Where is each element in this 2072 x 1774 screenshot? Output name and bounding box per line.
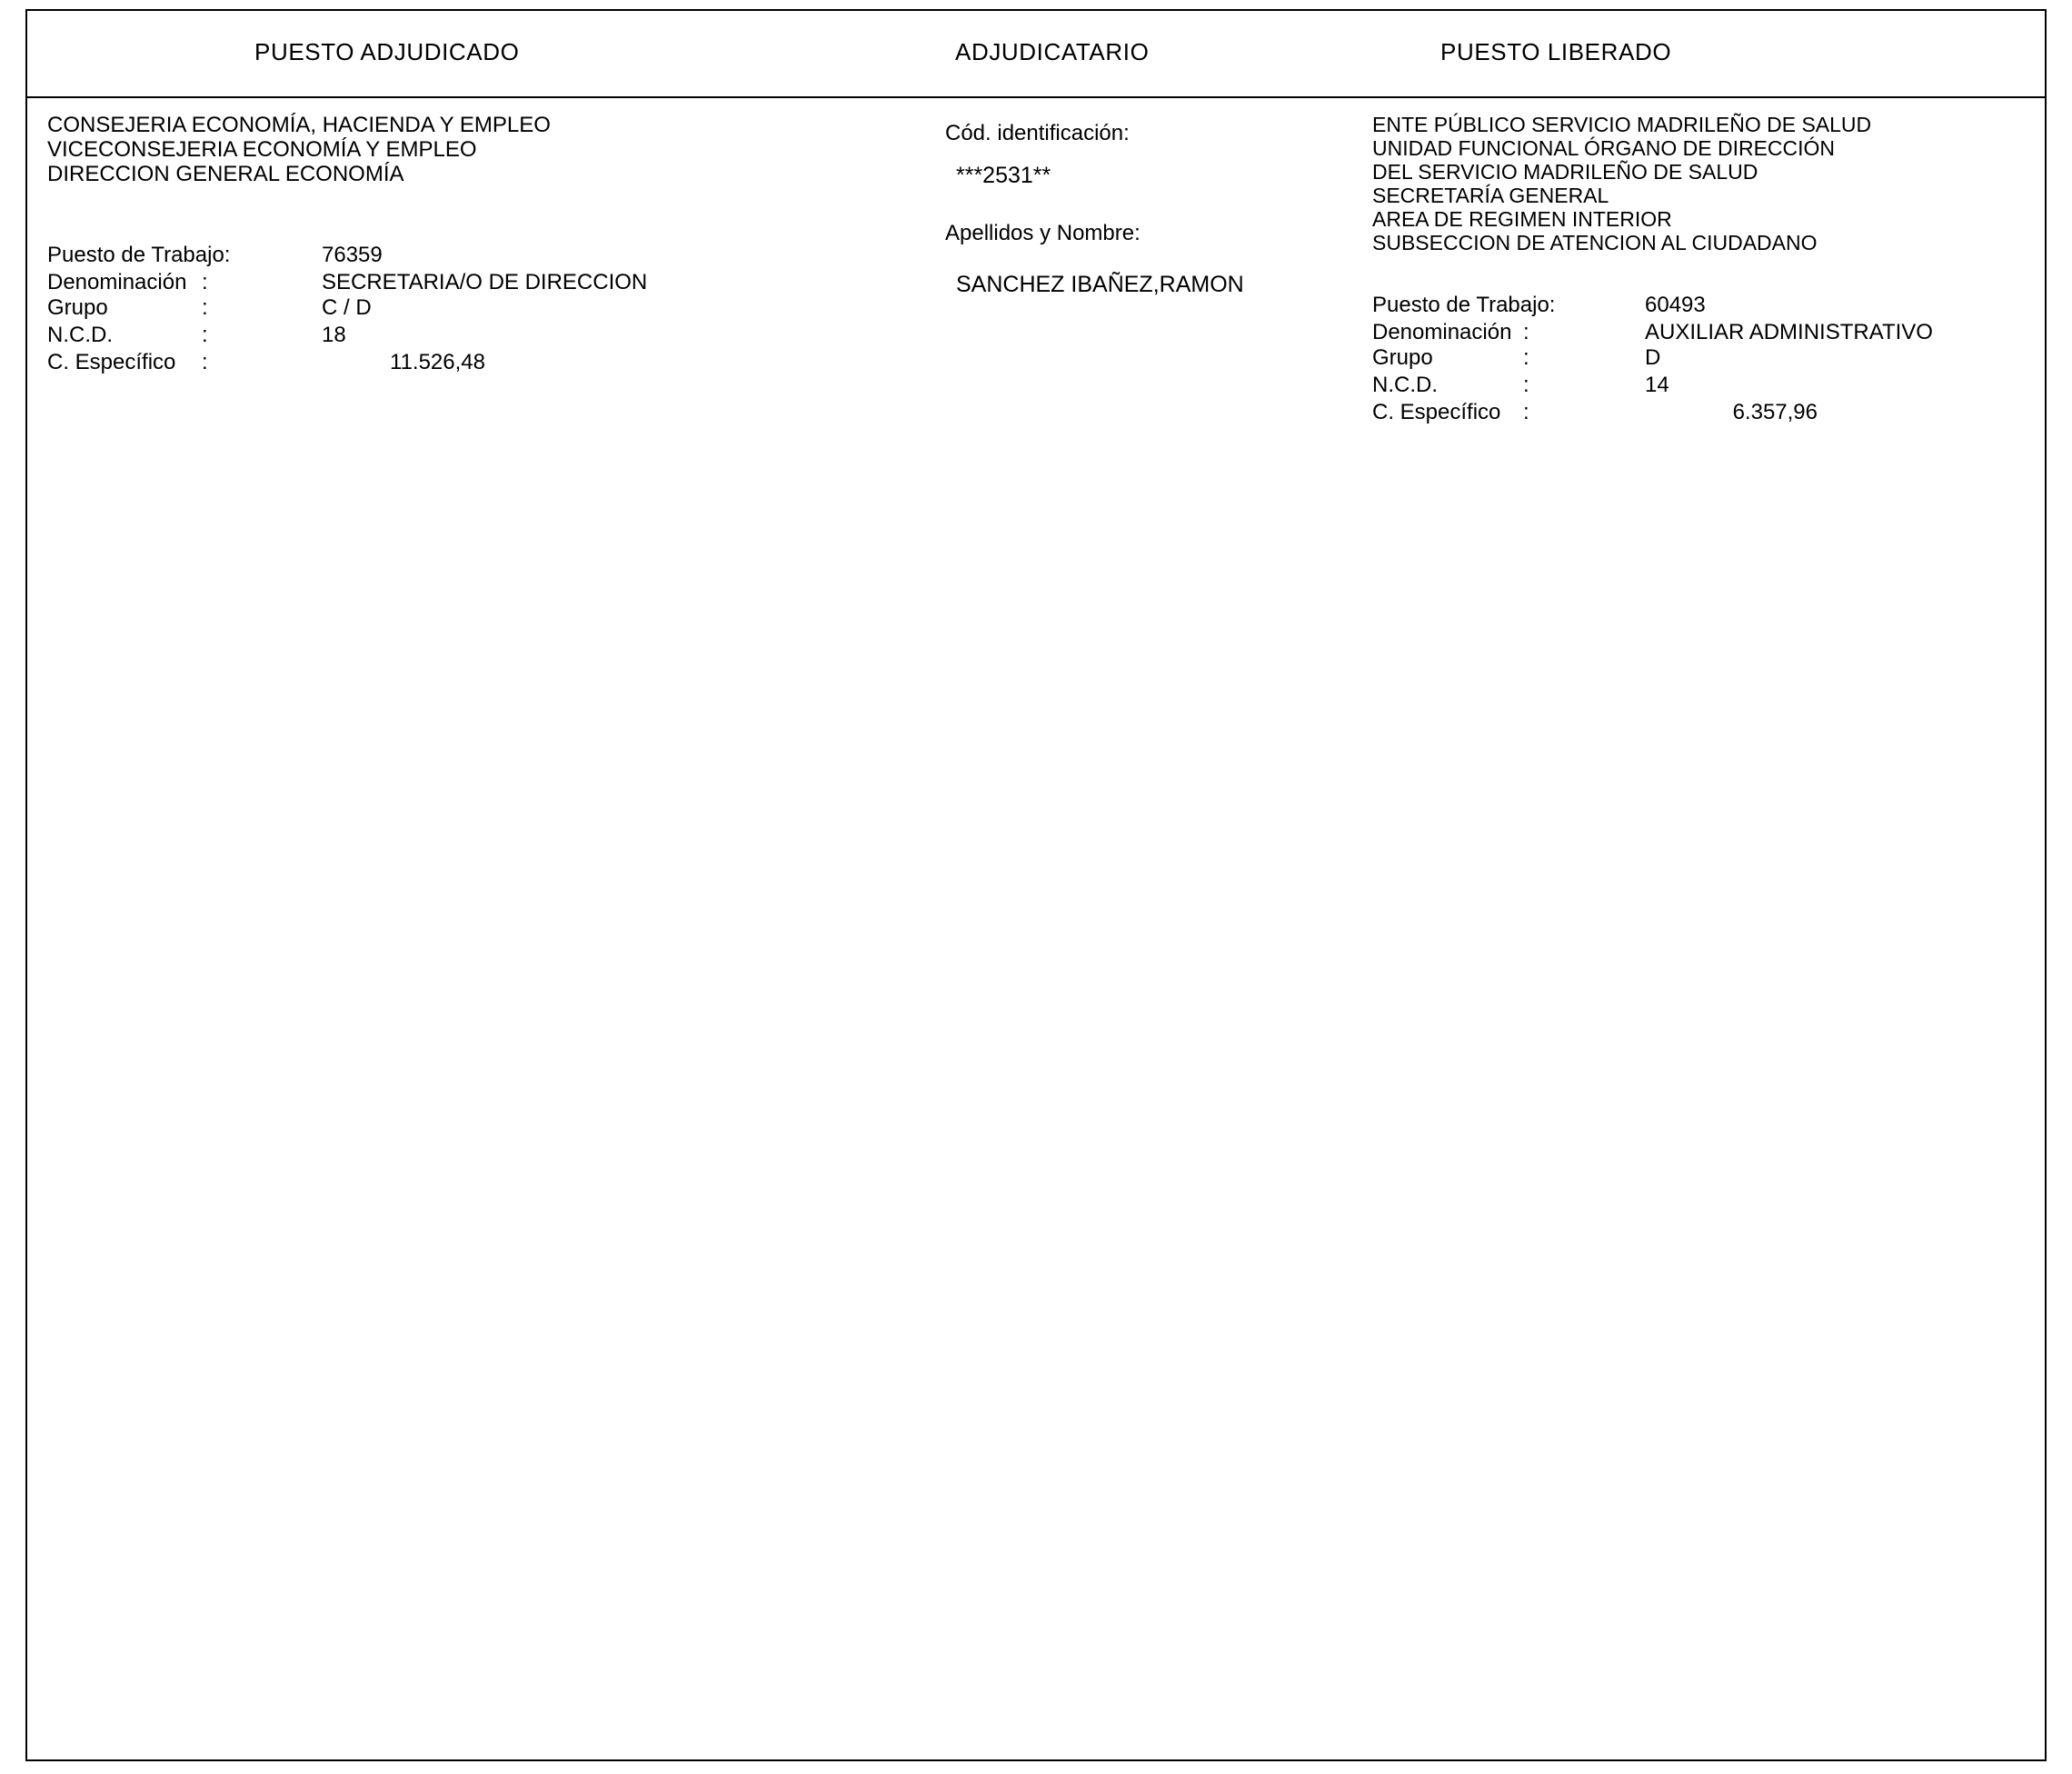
field-complemento-especifico	[1372, 400, 2027, 427]
field-label: C. Específico	[47, 350, 176, 374]
value-cod-identificacion: ***2531**	[956, 163, 1051, 188]
label-apellidos-nombre: Apellidos y Nombre:	[945, 221, 1141, 245]
table-frame	[25, 9, 2047, 1761]
spacer	[1372, 254, 2027, 293]
field-colon: :	[202, 295, 208, 320]
field-label: Puesto de Trabajo:	[1372, 293, 1556, 317]
field-label: Puesto de Trabajo:	[47, 243, 231, 267]
value-apellidos-nombre: SANCHEZ IBAÑEZ,RAMON	[956, 272, 1244, 297]
field-value: C / D	[322, 295, 372, 320]
field-ncd	[1372, 373, 2027, 400]
field-puesto-de-trabajo	[47, 243, 938, 270]
org-line: SECRETARÍA GENERAL	[1372, 184, 1609, 207]
field-value: SECRETARIA/O DE DIRECCION	[322, 270, 648, 294]
field-value: AUXILIAR ADMINISTRATIVO	[1645, 320, 1933, 344]
org-line: UNIDAD FUNCIONAL ÓRGANO DE DIRECCIÓN	[1372, 136, 1836, 160]
column-header-puesto-adjudicado: PUESTO ADJUDICADO	[254, 38, 520, 65]
field-value: 76359	[322, 243, 383, 267]
field-label: Denominación	[1372, 320, 1512, 344]
org-line: DEL SERVICIO MADRILEÑO DE SALUD	[1372, 160, 1758, 184]
label-cod-identificacion: Cód. identificación:	[945, 121, 1130, 145]
field-colon: :	[1523, 345, 1529, 370]
org-line: CONSEJERIA ECONOMÍA, HACIENDA Y EMPLEO	[47, 113, 551, 137]
column-header-puesto-liberado: PUESTO LIBERADO	[1440, 38, 1672, 65]
field-label: C. Específico	[1372, 400, 1501, 424]
field-colon: :	[202, 270, 208, 294]
field-value: D	[1645, 345, 1661, 370]
field-label: N.C.D.	[47, 323, 113, 347]
field-puesto-de-trabajo	[1372, 293, 2027, 320]
field-list-liberado	[1372, 293, 2027, 427]
spacer	[945, 247, 1372, 271]
cell-puesto-adjudicado	[47, 113, 938, 377]
field-label: N.C.D.	[1372, 373, 1438, 397]
field-colon: :	[1523, 373, 1529, 397]
field-colon: :	[1523, 320, 1529, 344]
field-grupo	[1372, 345, 2027, 373]
field-complemento-especifico	[47, 350, 938, 377]
org-line: ENTE PÚBLICO SERVICIO MADRILEÑO DE SALUD	[1372, 113, 1872, 136]
table-header-row	[27, 11, 2045, 98]
cell-adjudicatario	[945, 120, 1372, 298]
field-value: 18	[322, 323, 346, 347]
field-colon: :	[202, 323, 208, 347]
field-value: 11.526,48	[390, 350, 485, 374]
org-line: VICECONSEJERIA ECONOMÍA Y EMPLEO	[47, 137, 477, 162]
field-denominacion	[47, 270, 938, 295]
cell-puesto-liberado	[1372, 113, 2027, 427]
column-header-adjudicatario: ADJUDICATARIO	[955, 38, 1150, 65]
field-value: 14	[1645, 373, 1669, 397]
spacer	[47, 186, 938, 243]
spacer	[945, 147, 1372, 162]
field-value: 60493	[1645, 293, 1706, 317]
field-label: Grupo	[47, 295, 108, 320]
org-line: DIRECCION GENERAL ECONOMÍA	[47, 162, 404, 186]
field-grupo	[47, 295, 938, 323]
field-value: 6.357,96	[1732, 400, 1818, 424]
field-denominacion	[1372, 320, 2027, 345]
org-line: AREA DE REGIMEN INTERIOR	[1372, 207, 1672, 231]
org-line: SUBSECCION DE ATENCION AL CIUDADANO	[1372, 231, 1818, 254]
field-colon: :	[202, 350, 208, 374]
field-list-adjudicado	[47, 243, 938, 377]
spacer	[945, 189, 1372, 220]
field-label: Grupo	[1372, 345, 1433, 370]
field-colon: :	[1523, 400, 1529, 424]
field-ncd	[47, 323, 938, 350]
field-label: Denominación	[47, 270, 187, 294]
